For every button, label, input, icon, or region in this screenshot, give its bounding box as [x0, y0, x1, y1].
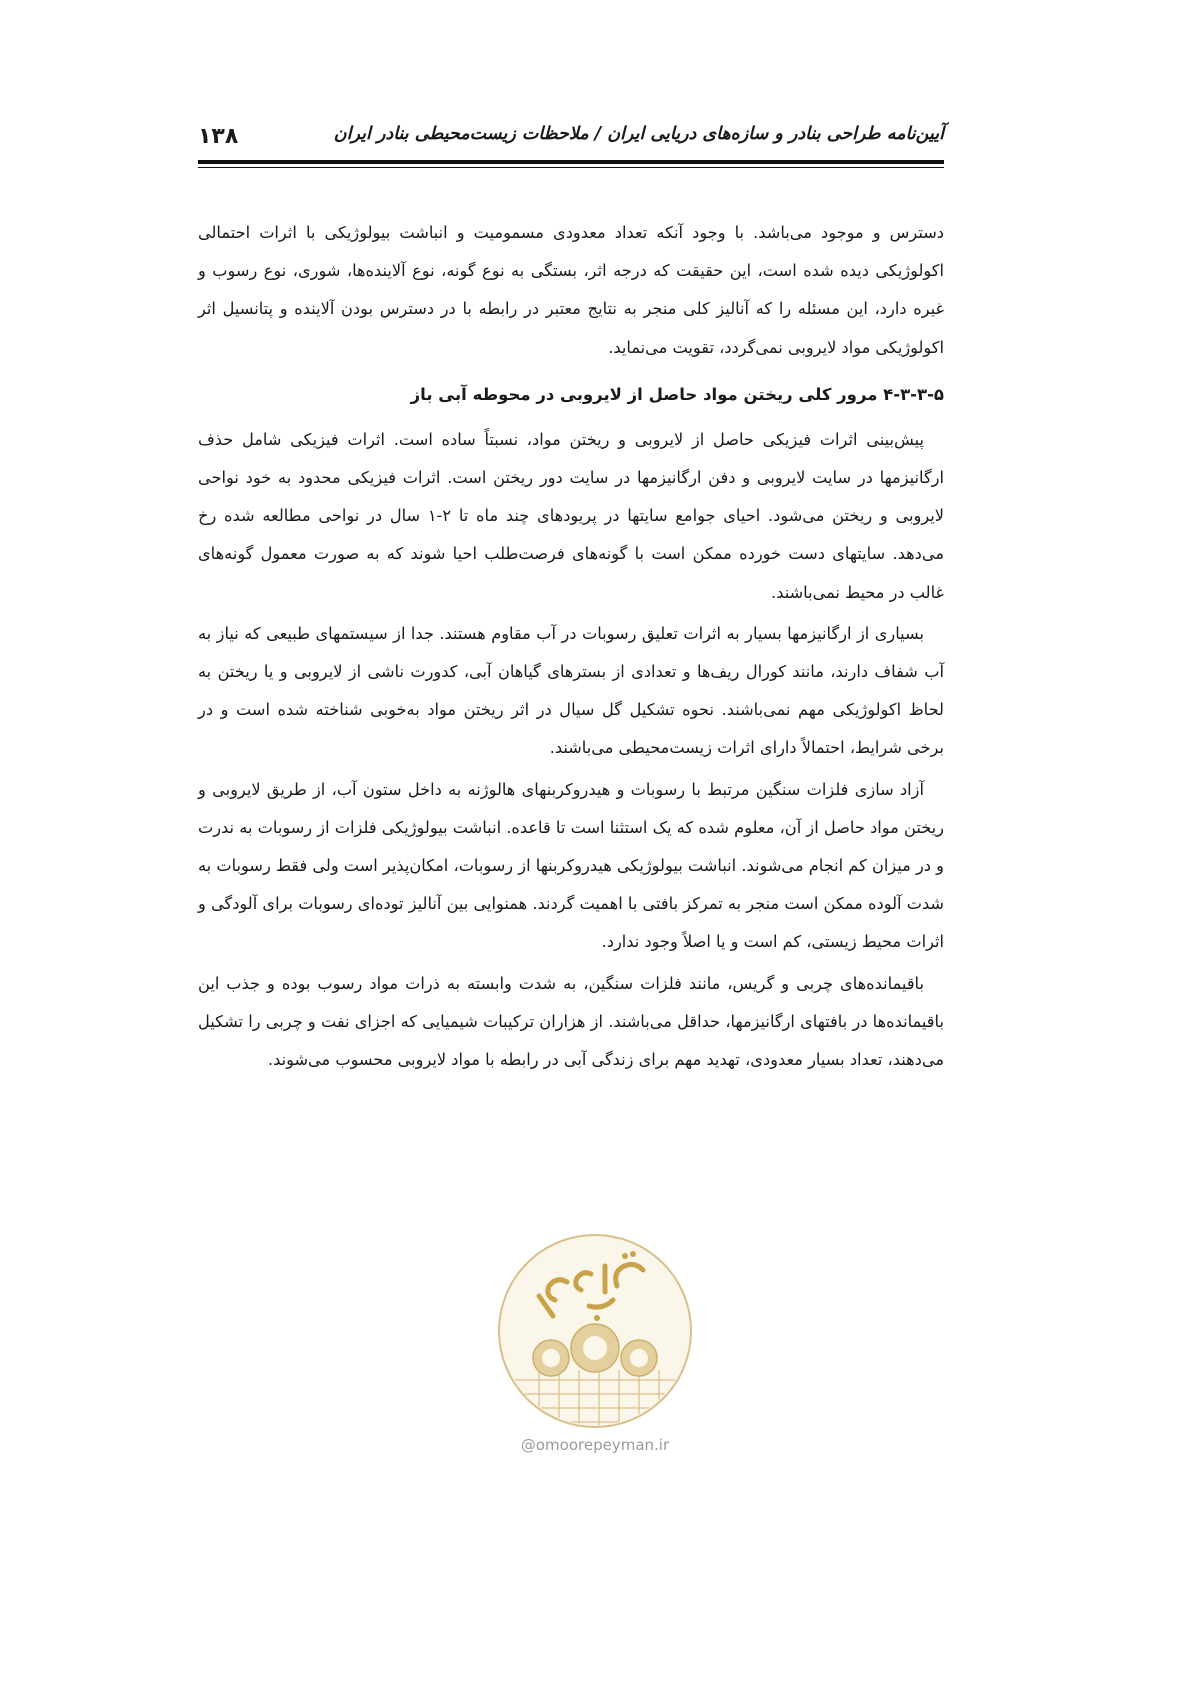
watermark-url: omoorepeyman.ir [535, 1436, 670, 1454]
body-paragraph: پیش‌بینی اثرات فیزیکی حاصل از لایروبی و ریختن مواد، نسبتاً ساده است. اثرات فیزیکی شامل حذف ارگانیزمها در سایت لایروبی و دفن ارگانیزمها در سایت دور ریختن است. اثرات فیزیکی محدود به خود نواحی لایروبی و ریختن می‌شود. احیای جوامع سایتها در پریودهای چند ماه تا ۲-۱ سال در نواحی مطالعه شده رخ می‌دهد. سایتهای دست خورده ممکن است با گونه‌های فرصت‌طلب احیا شوند که به صورت معمول گونه‌های غالب در محیط نمی‌باشند. [198, 429, 944, 602]
at-icon: @ [520, 1436, 536, 1454]
watermark-url-row [493, 1436, 697, 1454]
body-paragraph: باقیمانده‌های چربی و گریس، مانند فلزات سنگین، به شدت وابسته به ذرات مواد رسوب بوده و جذب این باقیمانده‌ها در بافتهای ارگانیزمها، حداقل می‌باشند. از هزاران ترکیبات شیمیایی که اجزای نفت و چربی را تشکیل می‌دهند، تعداد بسیار معدودی، تهدید مهم برای زندگی آبی در رابطه با مواد لایروبی محسوب می‌شوند. [198, 973, 944, 1070]
watermark-logo [493, 1230, 697, 1460]
body-paragraph: بسیاری از ارگانیزمها بسیار به اثرات تعلیق رسوبات در آب مقاوم هستند. جدا از سیستمهای طبیعی که نیاز به آب شفاف دارند، مانند کورال ریف‌ها و تعدادی از بسترهای گیاهان آبی، کدورت ناشی از لایروبی و یا ریختن به لحاظ اکولوژیکی مهم نمی‌باشند. نحوه تشکیل گل سیال در اثر ریختن مواد به‌خوبی شناخته شده است و در برخی شرایط، احتمالاً دارای اثرات زیست‌محیطی می‌باشند. [198, 623, 944, 758]
running-title: آیین‌نامه طراحی بنادر و سازه‌های دریایی ایران / ملاحظات زیست‌محیطی بنادر ایران [333, 124, 944, 144]
omoorepeyman-logo-icon [493, 1230, 697, 1432]
header-rule-thin [198, 167, 944, 168]
page-body [198, 214, 944, 1079]
intro-paragraph: دسترس و موجود می‌باشد. با وجود آنکه تعداد معدودی مسمومیت و انباشت بیولوژیکی با اثرات احتمالی اکولوژیکی دیده شده است، این حقیقت که درجه اثر، بستگی به نوع گونه، نوع آلاینده‌ها، شوری، نوع رسوب و غیره دارد، این مسئله را که آنالیز کلی منجر به نتایج معتبر در رابطه با در دسترس بودن آلاینده و پتانسیل اثر اکولوژیکی مواد لایروبی نمی‌گردد، تقویت می‌نماید. [198, 223, 944, 357]
page-header [198, 120, 944, 156]
page-number: ۱۳۸ [198, 124, 239, 149]
section-heading: ۴-۳-۳-۵ مرور کلی ریختن مواد حاصل از لایروبی در محوطه آبی باز [410, 384, 944, 404]
header-rule-thick [198, 160, 944, 164]
body-paragraph: آزاد سازی فلزات سنگین مرتبط با رسوبات و هیدروکربنهای هالوژنه به داخل ستون آب، از طریق لایروبی و ریختن مواد حاصل از آن، معلوم شده که یک استثنا است تا قاعده. انباشت بیولوژیکی فلزات از رسوبات به ندرت و در میزان کم انجام می‌شوند. انباشت بیولوژیکی هیدروکربنها از رسوبات، امکان‌پذیر است ولی فقط رسوبات به شدت آلوده ممکن است منجر به تمرکز بافتی با اهمیت گردند. همنوایی بین آنالیز توده‌ای رسوبات برای آلودگی و اثرات محیط زیستی، کم است و یا اصلاً وجود ندارد. [198, 779, 944, 952]
